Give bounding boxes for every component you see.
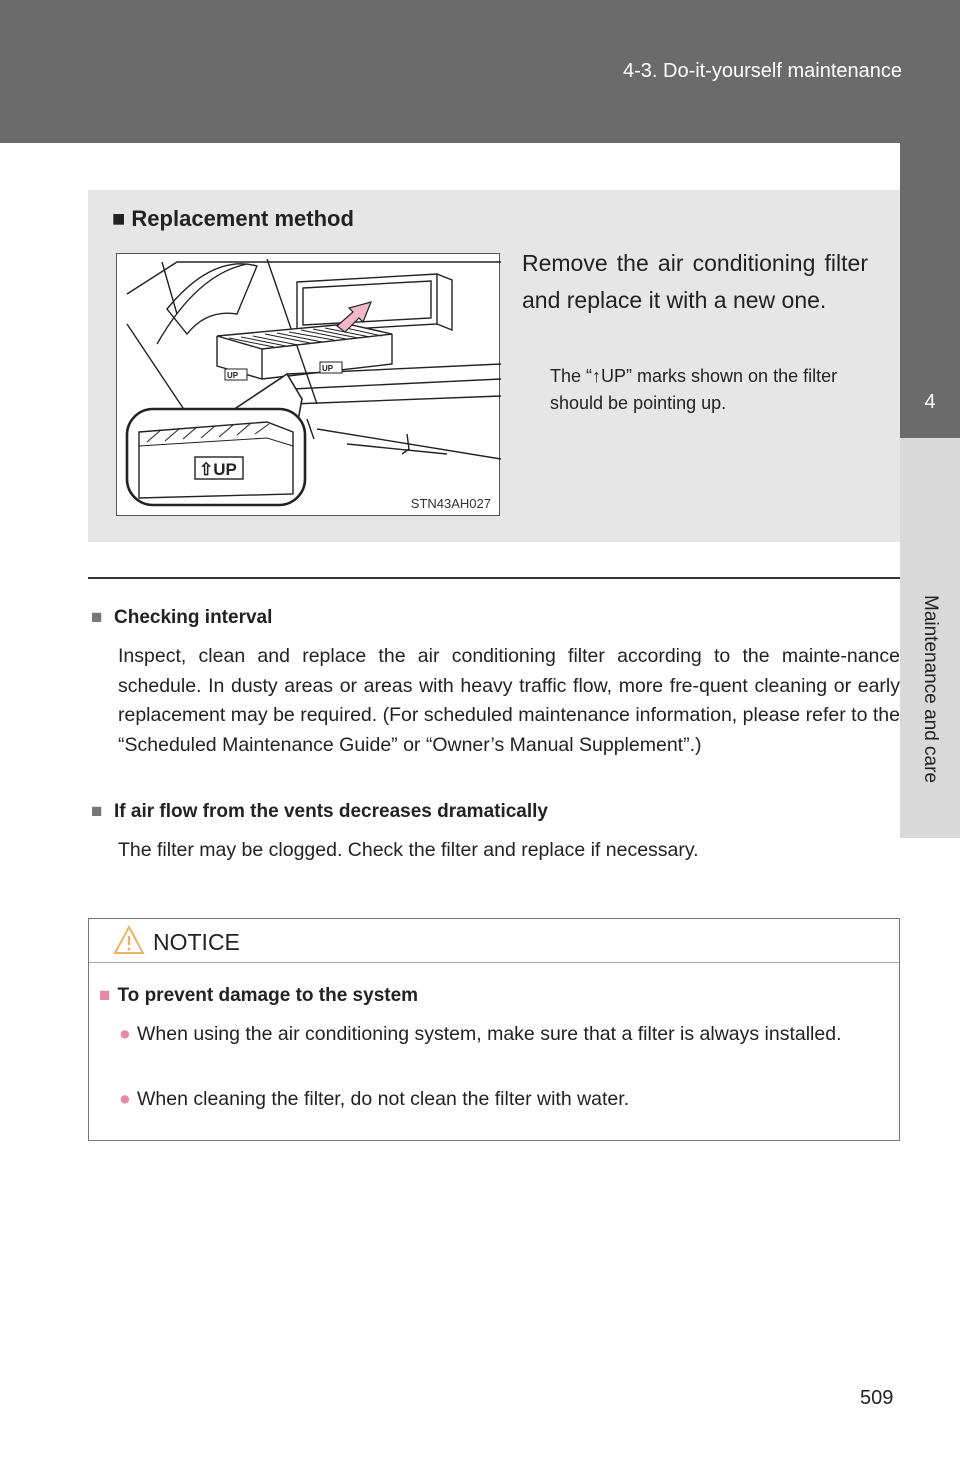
- checking-interval-heading-text: Checking interval: [114, 607, 273, 628]
- checking-interval-heading: [88, 604, 900, 632]
- filter-drawing: [117, 254, 501, 517]
- notice-item-text: When using the air conditioning system, make sure that a filter is always installed.: [137, 1023, 842, 1045]
- replacement-body: Remove the air conditioning filter and replace it with a new one.: [522, 250, 868, 313]
- heading-square-icon: ■: [99, 985, 111, 1006]
- replacement-note: The “↑UP” marks shown on the filter should be pointing up.: [550, 366, 838, 413]
- replacement-heading: [112, 206, 354, 232]
- replacement-heading-text: Replacement method: [131, 206, 354, 231]
- air-flow-section: [88, 798, 900, 866]
- air-flow-heading: [88, 798, 900, 826]
- heading-square-icon: ■: [91, 801, 103, 822]
- section-divider: [88, 577, 900, 579]
- chapter-label: Maintenance and care: [920, 595, 941, 784]
- notice-heading: [99, 985, 418, 1007]
- heading-square-icon: ■: [91, 607, 103, 628]
- notice-item: [119, 1020, 889, 1050]
- heading-square-icon: ■: [112, 206, 126, 231]
- air-flow-heading-text: If air flow from the vents decreases dramatically: [114, 801, 549, 822]
- notice-box: [88, 918, 900, 1141]
- notice-item: [119, 1085, 889, 1115]
- notice-heading-text: To prevent damage to the system: [117, 985, 419, 1006]
- small-up-mark-left: UP: [227, 371, 239, 380]
- notice-title-row: [89, 919, 899, 963]
- checking-interval-body: Inspect, clean and replace the air conditioning filter according to the mainte-nance schedule. In dusty areas or areas with heavy traffic flow, more fre-quent cleaning or early replacement may be required. (For scheduled maintenance information, please refer to the “Scheduled Maintenance Guide” or “Owner’s Manual Supplement”.): [118, 645, 900, 756]
- replacement-method-box: [88, 190, 900, 542]
- filter-illustration: [116, 253, 500, 516]
- checking-interval-section: [88, 604, 900, 760]
- chapter-tab: [900, 143, 960, 1484]
- up-mark-large: ⇧UP: [199, 460, 237, 479]
- page-number: 509: [860, 1387, 894, 1409]
- chapter-number: 4: [924, 391, 936, 413]
- bullet-dot-icon: ●: [119, 1023, 131, 1045]
- notice-title: NOTICE: [153, 929, 240, 955]
- notice-item-text: When cleaning the filter, do not clean the filter with water.: [137, 1088, 630, 1110]
- warning-triangle-icon: [113, 925, 145, 955]
- air-flow-body: The filter may be clogged. Check the filter and replace if necessary.: [118, 839, 699, 861]
- small-up-mark-right: UP: [322, 364, 334, 373]
- header-band: [0, 0, 960, 143]
- section-title: 4-3. Do-it-yourself maintenance: [622, 60, 902, 82]
- figure-code: STN43AH027: [410, 496, 491, 511]
- bullet-dot-icon: ●: [119, 1088, 131, 1110]
